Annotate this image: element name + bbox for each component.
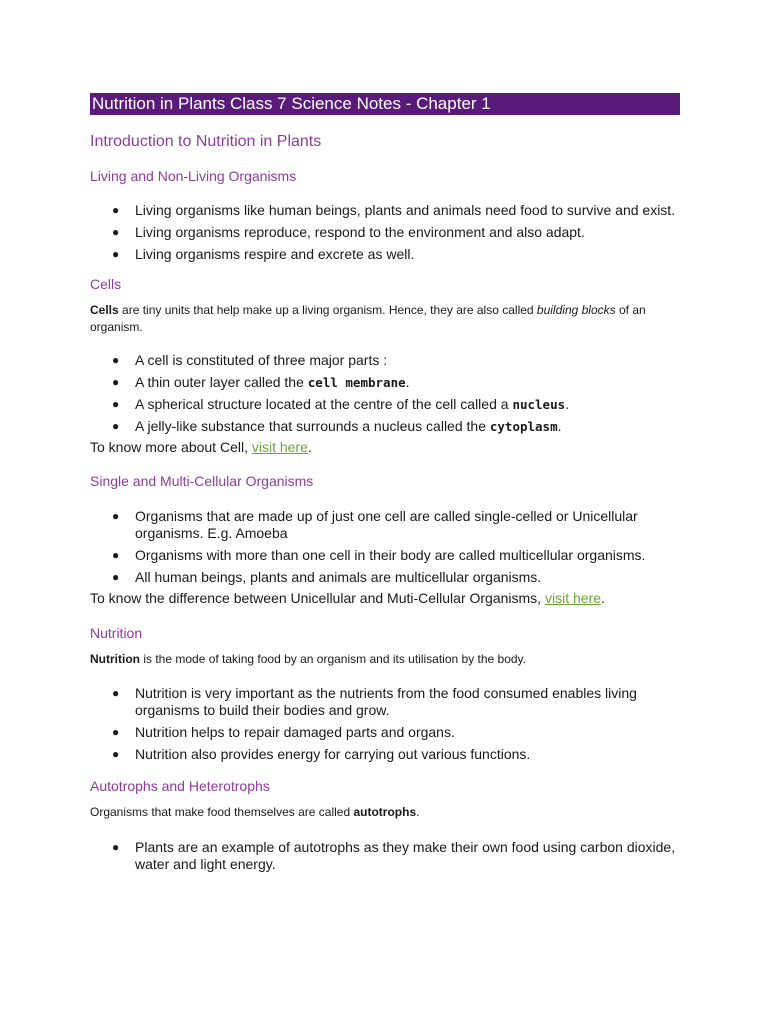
list-item: ● A spherical structure located at the centre of the cell called a nucleus. [112,396,570,412]
bullet-icon: ● [112,225,120,239]
autotrophs-definition: Organisms that make food themselves are called autotrophs. [90,805,420,819]
bullet-icon: ● [112,570,120,584]
heading-autotrophs: Autotrophs and Heterotrophs [90,778,270,794]
list-item: ● All human beings, plants and animals are multicellular organisms. [112,569,542,585]
cell-more-line: To know more about Cell, visit here. [90,439,312,455]
visit-here-link[interactable]: visit here [251,439,308,455]
bullet-icon: ● [112,725,120,739]
list-autotrophs [90,839,680,873]
list-item: ● Nutrition is very important as the nutrients from the food consumed enables living organisms to build their bodies and grow. [112,685,637,718]
intro-heading: Introduction to Nutrition in Plants [90,133,322,150]
heading-single-multi: Single and Multi-Cellular Organisms [90,473,314,489]
list-item: ● Living organisms reproduce, respond to the environment and also adapt. [112,224,585,240]
cellular-more-line: To know the difference between Unicellular and Muti-Cellular Organisms, visit here. [90,590,605,606]
list-item: ● A thin outer layer called the cell membrane. [112,374,410,390]
list-item: ● Organisms with more than one cell in their body are called multicellular organisms. [112,547,646,563]
heading-nutrition: Nutrition [90,625,143,641]
bullet-icon: ● [112,397,120,411]
heading-cells: Cells [90,276,122,292]
bullet-icon: ● [112,203,120,217]
visit-here-link-2[interactable]: visit here [544,590,601,606]
bullet-icon: ● [112,747,120,761]
document-title: Nutrition in Plants Class 7 Science Notes - Chapter 1 [90,93,680,115]
bullet-icon: ● [112,509,120,523]
list-item: ● Plants are an example of autotrophs as they make their own food using carbon dioxide, water and light energy. [112,839,676,872]
list-item: ● Nutrition also provides energy for carrying out various functions. [112,746,531,762]
cells-definition: Cells are tiny units that help make up a living organism. Hence, they are also called building blocks of an organism. [90,303,646,334]
list-nutrition [90,685,680,763]
list-item: ● A jelly-like substance that surrounds a nucleus called the cytoplasm. [112,418,562,434]
bullet-icon: ● [112,686,120,700]
bullet-icon: ● [112,353,120,367]
list-item: ● Nutrition helps to repair damaged parts and organs. [112,724,455,740]
list-item: ● A cell is constituted of three major parts : [112,352,388,368]
list-living-organisms [90,202,680,263]
list-cellular-organisms [90,508,680,586]
list-item: ● Living organisms like human beings, plants and animals need food to survive and exist. [112,202,676,218]
bullet-icon: ● [112,419,120,433]
document-content [90,93,680,878]
bullet-icon: ● [112,375,120,389]
bullet-icon: ● [112,840,120,854]
list-cell-parts [90,352,680,435]
bullet-icon: ● [112,247,120,261]
bullet-icon: ● [112,548,120,562]
list-item: ● Organisms that are made up of just one cell are called single-celled or Unicellular organisms. E.g. Amoeba [112,508,638,541]
nutrition-definition: Nutrition is the mode of taking food by an organism and its utilisation by the body. [90,652,527,666]
heading-living-organisms: Living and Non-Living Organisms [90,168,297,184]
list-item: ● Living organisms respire and excrete as well. [112,246,415,262]
